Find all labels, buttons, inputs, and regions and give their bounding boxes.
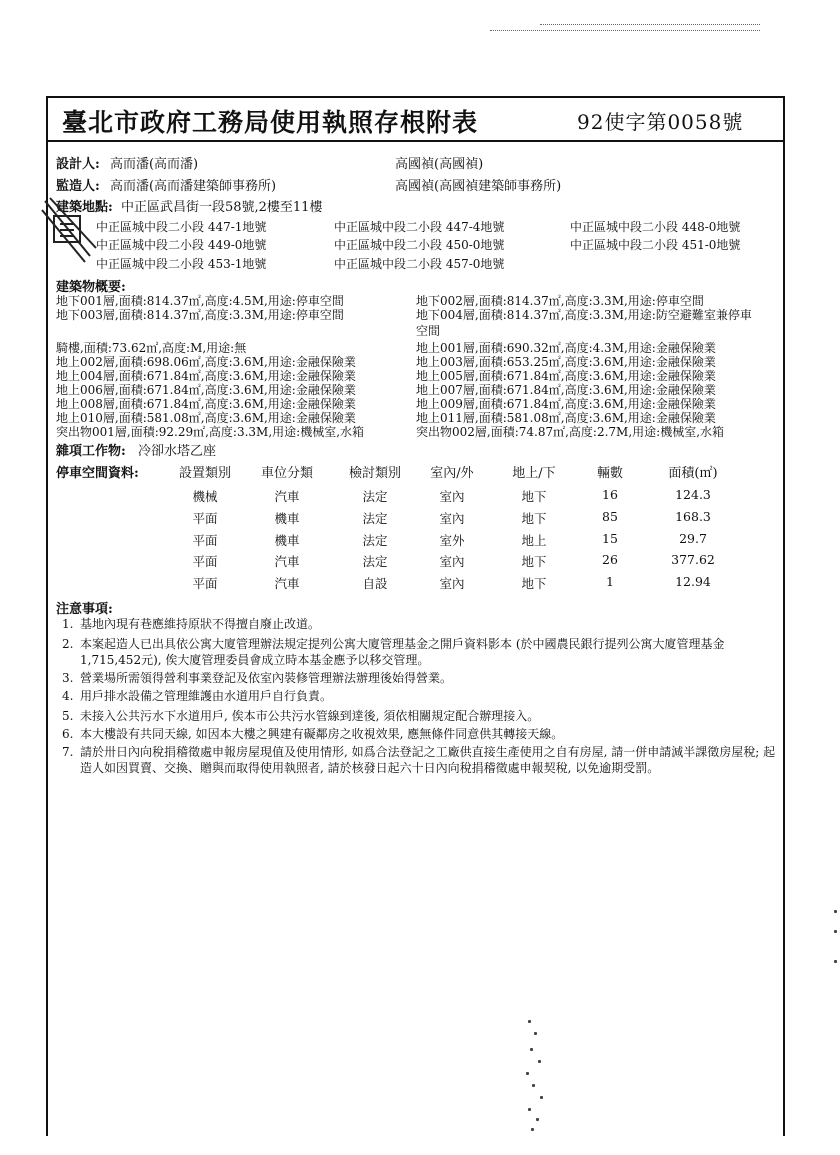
parking-header-cell: 輛數 <box>596 466 623 481</box>
stamp-mark <box>40 196 100 266</box>
lot-item: 中正區城中段二小段 453-1地號 <box>96 257 267 271</box>
floor-item: 地上001層,面積:690.32㎡,高度:4.3M,用途:金融保險業 <box>416 341 716 355</box>
parking-cell: 168.3 <box>675 509 711 524</box>
floor-item: 地上006層,面積:671.84㎡,高度:3.6M,用途:金融保險業 <box>56 383 356 397</box>
scan-speck <box>834 960 837 963</box>
floor-item: 地上007層,面積:671.84㎡,高度:3.6M,用途:金融保險業 <box>416 383 716 397</box>
parking-header-cell: 室內/外 <box>430 466 474 481</box>
parking-label: 停車空間資料: <box>56 466 139 481</box>
parking-cell: 室內 <box>439 576 465 591</box>
lot-item: 中正區城中段二小段 450-0地號 <box>334 238 505 252</box>
parking-cell: 12.94 <box>675 574 711 589</box>
scan-speck <box>538 1060 541 1063</box>
parking-cell: 機械 <box>192 489 218 504</box>
floor-item: 地下004層,面積:814.37㎡,高度:3.3M,用途:防空避難室兼停車 <box>416 308 752 322</box>
parking-cell: 平面 <box>192 576 218 591</box>
site-label: 建築地點: <box>56 200 113 215</box>
parking-cell: 平面 <box>192 554 218 569</box>
lot-item: 中正區城中段二小段 448-0地號 <box>570 220 741 234</box>
floor-item: 地下003層,面積:814.37㎡,高度:3.3M,用途:停車空間 <box>56 308 344 322</box>
misc-row <box>56 440 216 459</box>
parking-cell: 室內 <box>439 554 465 569</box>
floor-item: 地上011層,面積:581.08㎡,高度:3.6M,用途:金融保險業 <box>416 411 716 425</box>
note-item: 3. 營業場所需領得營利事業登記及依室內裝修管理辦法辦理後始得營業。 <box>62 671 453 685</box>
scan-dotted-line <box>490 30 760 31</box>
parking-header-cell: 設置類別 <box>178 466 231 481</box>
parking-cell: 法定 <box>362 489 388 504</box>
scan-speck <box>531 1128 534 1131</box>
parking-cell: 地下 <box>521 554 547 569</box>
scan-speck <box>834 930 837 933</box>
parking-cell: 地下 <box>521 576 547 591</box>
note-item: 5. 未接入公共污水下水道用戶, 俟本市公共污水管線到達後, 須依相關規定配合辦理接入。 <box>62 709 540 723</box>
supervisor-value: 高而潘(高而潘建築師事務所) <box>109 179 277 194</box>
parking-cell: 平面 <box>192 511 218 526</box>
parking-cell: 室外 <box>439 533 465 548</box>
parking-header-cell: 面積(㎡) <box>668 466 718 481</box>
misc-label: 雜項工作物: <box>56 444 126 459</box>
parking-cell: 法定 <box>362 511 388 526</box>
parking-cell: 汽車 <box>274 576 300 591</box>
parking-cell: 377.62 <box>671 552 715 567</box>
scan-speck <box>534 1032 537 1035</box>
title-rule <box>46 140 783 142</box>
floor-item: 地上010層,面積:581.08㎡,高度:3.6M,用途:金融保險業 <box>56 411 356 425</box>
scan-speck <box>530 1048 533 1051</box>
floor-item: 地上004層,面積:671.84㎡,高度:3.6M,用途:金融保險業 <box>56 369 356 383</box>
parking-cell: 室內 <box>439 511 465 526</box>
scan-dotted-line <box>540 24 760 25</box>
floor-item: 地下001層,面積:814.37㎡,高度:4.5M,用途:停車空間 <box>56 294 344 308</box>
floor-item: 地上003層,面積:653.25㎡,高度:3.6M,用途:金融保險業 <box>416 355 716 369</box>
parking-cell: 地下 <box>521 489 547 504</box>
floor-item: 地下002層,面積:814.37㎡,高度:3.3M,用途:停車空間 <box>416 294 704 308</box>
designer-value: 高而潘(高而潘) <box>109 157 199 172</box>
notes-label: 注意事項: <box>56 602 113 617</box>
parking-cell: 124.3 <box>675 487 711 502</box>
floor-item: 地上002層,面積:698.06㎡,高度:3.6M,用途:金融保險業 <box>56 355 356 369</box>
note-item: 2. 本案起造人已出具依公寓大廈管理辦法規定提列公寓大廈管理基金之開戶資料影本 (於中國農民銀行提列公寓大廈管理基金1,715,452元), 俟大廈管理委員會成立時本基金應予以移交管理。 <box>62 637 725 667</box>
parking-cell: 汽車 <box>274 489 300 504</box>
site-address: 中正區武昌街一段58號,2樓至11樓 <box>120 200 323 215</box>
parking-cell: 85 <box>602 509 618 524</box>
scan-speck <box>540 1096 543 1099</box>
parking-cell: 26 <box>602 552 618 567</box>
floor-item: 空間 <box>416 324 441 338</box>
note-item: 6. 本大樓設有共同天線, 如因本大樓之興建有礙鄰房之收視效果, 應無條件同意供其轉接天線。 <box>62 727 564 741</box>
floor-item: 突出物001層,面積:92.29㎡,高度:3.3M,用途:機械室,水箱 <box>56 425 365 439</box>
lot-item: 中正區城中段二小段 451-0地號 <box>570 238 741 252</box>
parking-cell: 室內 <box>439 489 465 504</box>
lot-item: 中正區城中段二小段 457-0地號 <box>334 257 505 271</box>
lot-item: 中正區城中段二小段 447-4地號 <box>334 220 505 234</box>
floor-item: 地上005層,面積:671.84㎡,高度:3.6M,用途:金融保險業 <box>416 369 716 383</box>
floor-item: 突出物002層,面積:74.87㎡,高度:2.7M,用途:機械室,水箱 <box>416 425 725 439</box>
parking-cell: 機車 <box>274 511 300 526</box>
supervisor-row <box>56 175 276 194</box>
parking-cell: 16 <box>602 487 618 502</box>
supervisor-label: 監造人: <box>56 179 100 194</box>
parking-cell: 機車 <box>274 533 300 548</box>
designer-row <box>56 153 198 172</box>
supervisor-value-2: 高國禎(高國禎建築師事務所) <box>395 179 562 194</box>
parking-cell: 汽車 <box>274 554 300 569</box>
parking-cell: 法定 <box>362 554 388 569</box>
parking-header-cell: 地上/下 <box>512 466 556 481</box>
scan-speck <box>528 1020 531 1023</box>
parking-header-cell: 檢討類別 <box>348 466 401 481</box>
floor-item: 地上009層,面積:671.84㎡,高度:3.6M,用途:金融保險業 <box>416 397 716 411</box>
lot-item: 中正區城中段二小段 449-0地號 <box>96 238 267 252</box>
scan-speck <box>526 1072 529 1075</box>
document-title: 臺北市政府工務局使用執照存根附表 <box>62 108 479 137</box>
note-item: 1. 基地內現有巷應維持原狀不得擅自廢止改道。 <box>62 617 321 631</box>
designer-value-2: 高國禎(高國禎) <box>395 157 484 172</box>
parking-cell: 法定 <box>362 533 388 548</box>
top-rule <box>46 96 783 98</box>
scan-speck <box>532 1084 535 1087</box>
parking-cell: 地上 <box>521 533 547 548</box>
parking-cell: 15 <box>602 531 618 546</box>
parking-cell: 29.7 <box>679 531 707 546</box>
floor-item: 騎樓,面積:73.62㎡,高度:M,用途:無 <box>56 341 247 355</box>
document-number: 92使字第0058號 <box>577 110 744 134</box>
floor-item: 地上008層,面積:671.84㎡,高度:3.6M,用途:金融保險業 <box>56 397 356 411</box>
parking-cell: 地下 <box>521 511 547 526</box>
note-item: 7. 請於卅日內向稅捐稽徵處申報房屋現值及使用情形, 如爲合法登記之工廠供直接生產使用之自有房屋, 請一併申請減半課徵房屋稅; 起造人如因買賣、交換、贈與而取得使用執照者, 請於核發日起六十日內向稅捐稽徵處申報契稅, 以免逾期受罰。 <box>62 745 776 775</box>
note-item: 4. 用戶排水設備之管理維護由水道用戶自行負責。 <box>62 689 333 703</box>
parking-header-cell: 車位分類 <box>260 466 313 481</box>
designer-label: 設計人: <box>56 157 100 172</box>
building-label: 建築物概要: <box>56 280 126 295</box>
lot-item: 中正區城中段二小段 447-1地號 <box>96 220 267 234</box>
parking-cell: 自設 <box>362 576 388 591</box>
scan-speck <box>536 1118 539 1121</box>
misc-value: 冷卻水塔乙座 <box>137 444 216 459</box>
parking-cell: 平面 <box>192 533 218 548</box>
scan-speck <box>834 910 837 913</box>
parking-cell: 1 <box>606 574 614 589</box>
scan-speck <box>528 1108 531 1111</box>
